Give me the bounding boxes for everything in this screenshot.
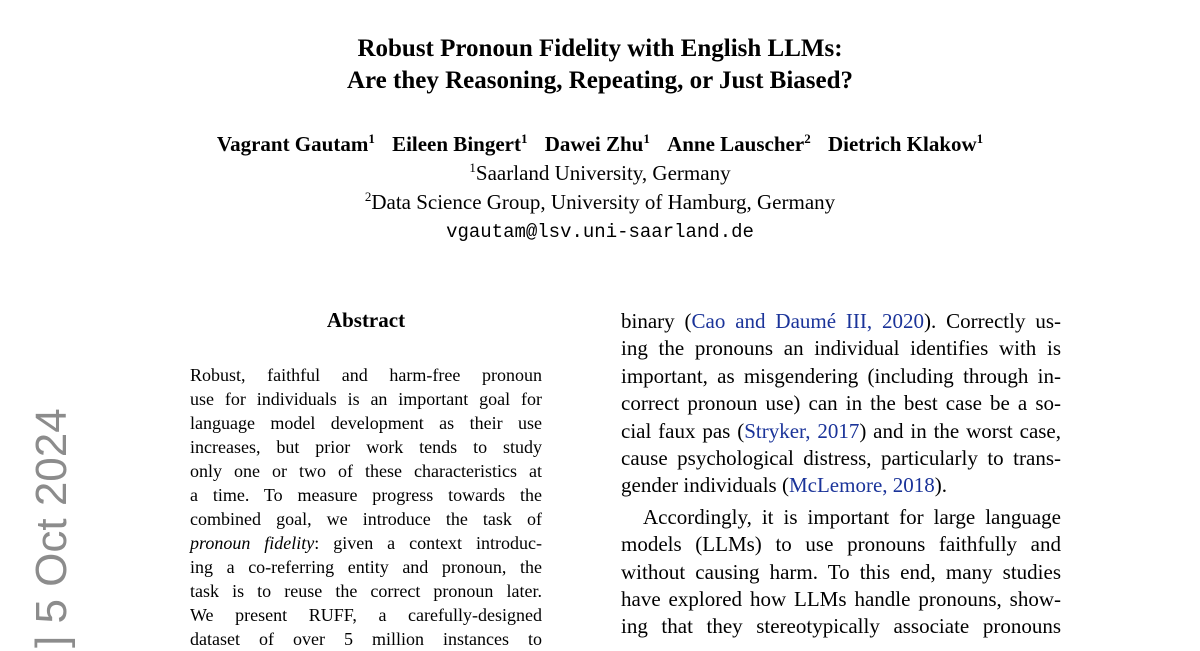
author-name: Dietrich Klakow — [827, 132, 977, 156]
author-list — [0, 130, 1200, 158]
abstract-line: task is to reuse the correct pronoun later. — [190, 581, 542, 601]
abstract-line: Robust, faithful and harm-free pronoun — [190, 365, 542, 385]
author-name: Vagrant Gautam — [216, 132, 369, 156]
intro-line: Accordingly, it is important for large language — [643, 504, 1061, 529]
affiliation-number: 2 — [364, 189, 372, 204]
intro-text: ). — [934, 473, 948, 498]
intro-line: without causing harm. To this end, many studies — [621, 559, 1061, 584]
intro-line: models (LLMs) to use pronouns faithfully and — [621, 532, 1061, 557]
intro-text: gender individuals ( — [621, 473, 789, 498]
abstract-line: ing a co-referring entity and pronoun, the — [190, 557, 542, 577]
intro-line: important, as misgendering (including through in- — [621, 363, 1061, 388]
introduction-column — [621, 308, 1061, 641]
intro-line — [621, 308, 1061, 335]
author — [392, 130, 527, 158]
intro-line: correct pronoun use) can in the best case be a so- — [621, 391, 1061, 416]
arxiv-date-stamp: ] 5 Oct 2024 — [27, 408, 76, 648]
affiliation-text: Data Science Group, University of Hamburg, Germany — [371, 190, 836, 214]
abstract-line: dataset of over 5 million instances to — [190, 629, 542, 649]
title-line-1: Robust Pronoun Fidelity with English LLMs: — [357, 35, 843, 62]
citation-link[interactable]: Cao and Daumé III, 2020 — [691, 309, 925, 333]
author-name: Eileen Bingert — [392, 132, 521, 156]
citation-link[interactable]: McLemore, 2018 — [788, 473, 935, 498]
abstract-heading: Abstract — [326, 308, 406, 332]
author — [828, 130, 983, 158]
author — [545, 130, 650, 158]
title-line-2: Are they Reasoning, Repeating, or Just Biased? — [346, 67, 854, 94]
author-affiliation-mark: 1 — [643, 131, 650, 146]
intro-text: binary ( — [621, 309, 692, 333]
author — [217, 130, 375, 158]
intro-text: ) and in the worst case, — [859, 418, 1062, 443]
author-affiliation-mark: 2 — [804, 131, 811, 146]
intro-line: ing the pronouns an individual identifies with is — [621, 336, 1061, 361]
paper-title — [0, 33, 1200, 97]
abstract-line: language model development as their use — [190, 413, 542, 433]
affiliation — [0, 188, 1200, 216]
citation-link[interactable]: Stryker, 2017 — [744, 418, 860, 443]
intro-line: cause psychological distress, particularly to trans- — [621, 446, 1061, 471]
affiliation-number: 1 — [469, 160, 476, 175]
intro-line — [621, 418, 1061, 445]
author — [667, 130, 811, 158]
intro-line — [621, 472, 1061, 499]
abstract-line: increases, but prior work tends to study — [190, 437, 542, 457]
author-name: Dawei Zhu — [544, 132, 644, 156]
intro-text: ). Correctly us- — [924, 309, 1061, 333]
author-affiliation-mark: 1 — [368, 131, 375, 146]
abstract-body — [190, 363, 542, 651]
abstract-line: a time. To measure progress towards the — [190, 485, 542, 505]
contact-email[interactable]: vgautam@lsv.uni-saarland.de — [446, 221, 754, 243]
affiliation-text: Saarland University, Germany — [475, 161, 731, 185]
intro-text: cial faux pas ( — [621, 418, 745, 443]
abstract-line: use for individuals is an important goal for — [190, 389, 542, 409]
affiliation — [0, 159, 1200, 187]
abstract-line: combined goal, we introduce the task of — [190, 509, 542, 529]
abstract-line: We present RUFF, a carefully-designed — [190, 605, 542, 625]
task-name-emphasis: pronoun fidelity — [190, 533, 315, 553]
abstract-line-rest: : given a context introduc- — [314, 533, 542, 553]
abstract-line — [190, 531, 542, 555]
author-affiliation-mark: 1 — [520, 131, 528, 146]
abstract-line: only one or two of these characteristics at — [190, 461, 542, 481]
intro-line: have explored how LLMs handle pronouns, show- — [621, 587, 1061, 612]
author-affiliation-mark: 1 — [976, 131, 984, 146]
intro-line: ing that they stereotypically associate pronouns — [621, 614, 1061, 639]
author-name: Anne Lauscher — [667, 132, 805, 156]
